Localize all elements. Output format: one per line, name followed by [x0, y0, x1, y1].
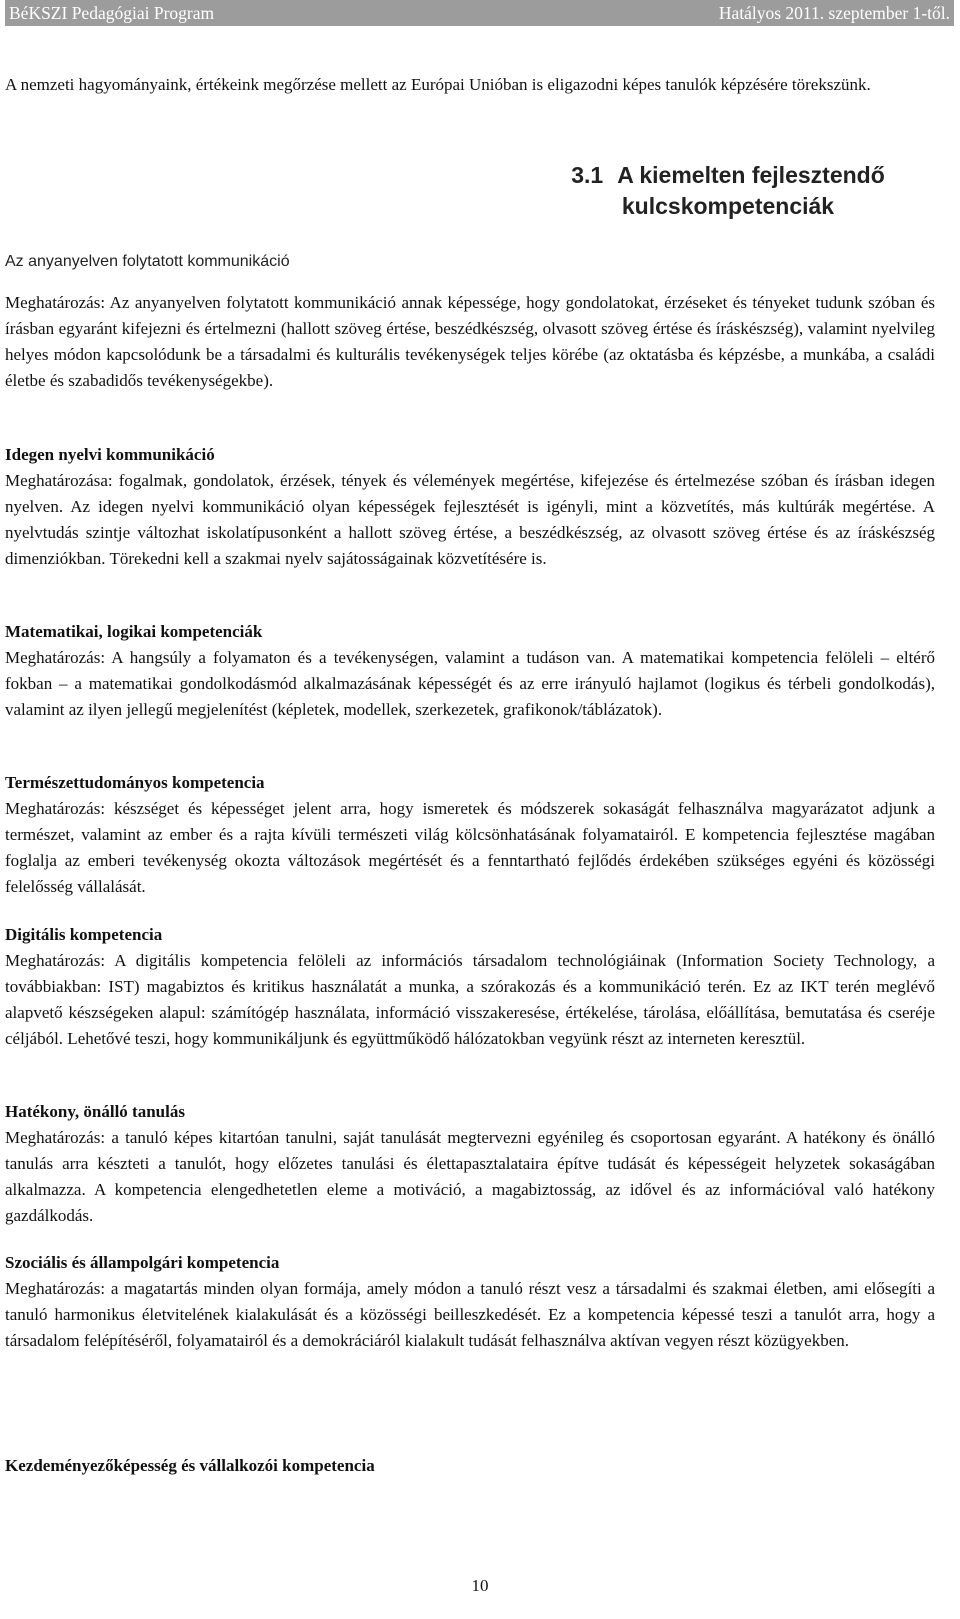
competency-definition: Meghatározás: Az anyanyelven folytatott kommunikáció annak képessége, hogy gondolatokat, érzéseket és tényeket tudunk szóban és írásban egyaránt kifejezni és értelmezni (hallott szöveg értése, beszédkészség, olvasott szöveg értése és íráskészség), valamint nyelvileg helyes módon kapcsolódunk be a társadalmi és kulturális tevékenységek teljes körébe (az oktatásba és képzésbe, a munkába, a családi életbe és szabadidős tevékenységekbe).	[5, 293, 935, 390]
competency-block	[5, 442, 935, 572]
page-number: 10	[471, 1576, 489, 1595]
header-effective-date: Hatályos 2011. szeptember 1-től.	[718, 2, 950, 23]
competency-block	[5, 1250, 935, 1354]
competency-heading: Matematikai, logikai kompetenciák	[5, 622, 263, 641]
competency-block	[5, 1453, 935, 1479]
competency-definition: Meghatározás: A digitális kompetencia felöleli az információs társadalom technológiáinak (Information Society Technology, a továbbiakban: IST) magabiztos és kritikus használatát a munka, a szórakozás és a kommunikáció terén. Ez az IKT terén meglévő alapvető készségeken alapul: számítógép használata, információ visszakeresése, értékelése, tárolása, előállítása, bemutatása és cseréje céljából. Lehetővé teszi, hogy kommunikáljunk és együttműködő hálózatokban vegyünk részt az interneten keresztül.	[5, 951, 935, 1048]
competency-block	[5, 290, 935, 394]
section-title	[538, 160, 918, 222]
competency-heading: Kezdeményezőképesség és vállalkozói kompetencia	[5, 1456, 375, 1475]
header-program-name: BéKSZI Pedagógiai Program	[9, 2, 215, 23]
page-header	[5, 0, 954, 26]
competency-heading: Idegen nyelvi kommunikáció	[5, 445, 215, 464]
competency-block	[5, 770, 935, 900]
competency-block	[5, 922, 935, 1052]
section-number: 3.1	[571, 162, 604, 188]
competency-heading: Természettudományos kompetencia	[5, 773, 265, 792]
intro-paragraph: A nemzeti hagyományaink, értékeink megőrzése mellett az Európai Unióban is eligazodni képes tanulók képzésére törekszünk.	[5, 75, 871, 94]
competency-definition: Meghatározás: A hangsúly a folyamaton és a tevékenységen, valamint a tudáson van. A matematikai kompetencia felöleli – eltérő fokban – a matematikai gondolkodásmód alkalmazásának képességét és az erre irányuló hajlamot (logikus és térbeli gondolkodás), valamint az ilyen jellegű megjelenítést (képletek, modellek, szerkezetek, grafikonok/táblázatok).	[5, 648, 935, 719]
competency-heading: Hatékony, önálló tanulás	[5, 1102, 185, 1121]
competency-block	[5, 1099, 935, 1229]
competency-heading: Digitális kompetencia	[5, 925, 163, 944]
competency-definition: Meghatározás: a magatartás minden olyan formája, amely módon a tanuló részt vesz a társadalmi és szakmai életben, ami elősegíti a tanuló harmonikus életvitelének kialakulását és a közösségi beilleszkedését. Ez a kompetencia képessé teszi a tanulót arra, hogy a társadalom felépítéséről, folyamatairól és a demokráciáról kialakult tudását felhasználva aktívan vegyen részt közügyekben.	[5, 1279, 935, 1350]
competency-heading: Az anyanyelven folytatott kommunikáció	[5, 253, 290, 270]
competency-heading: Szociális és állampolgári kompetencia	[5, 1253, 280, 1272]
section-heading: A kiemelten fejlesztendő kulcskompetenciák	[617, 162, 885, 219]
competency-definition: Meghatározása: fogalmak, gondolatok, érzések, tények és vélemények megértése, kifejezése és értelmezése szóban és írásban idegen nyelven. Az idegen nyelvi kommunikáció olyan képességek fejlesztését is igényli, mint a közvetítés, más kultúrák megértése. A nyelvtudás szintje változhat iskolatípusonként a hallott szöveg értése, a beszédkészség, az olvasott szöveg értése és az íráskészség dimenziókban. Törekedni kell a szakmai nyelv sajátosságainak közvetítésére is.	[5, 471, 935, 568]
competency-definition: Meghatározás: készséget és képességet jelent arra, hogy ismeretek és módszerek sokaságát felhasználva magyarázatot adjunk a természet, valamint az ember és a rajta kívüli természeti világ kölcsönhatásának folyamatairól. E kompetencia fejlesztése magában foglalja az emberi tevékenység okozta változások megértését és a fenntartható fejlődés érdekében szükséges egyéni és közösségi felelősség vállalását.	[5, 799, 935, 896]
competency-definition: Meghatározás: a tanuló képes kitartóan tanulni, saját tanulását megtervezni egyénileg és csoportosan egyaránt. A hatékony és önálló tanulás arra készteti a tanulót, hogy előzetes tanulási és élettapasztalataira építve tudását és képességeit helyzetek sokaságában alkalmazza. A kompetencia elengedhetetlen eleme a motiváció, a magabiztosság, az idővel és az információval való hatékony gazdálkodás.	[5, 1128, 935, 1225]
competency-block	[5, 619, 935, 723]
